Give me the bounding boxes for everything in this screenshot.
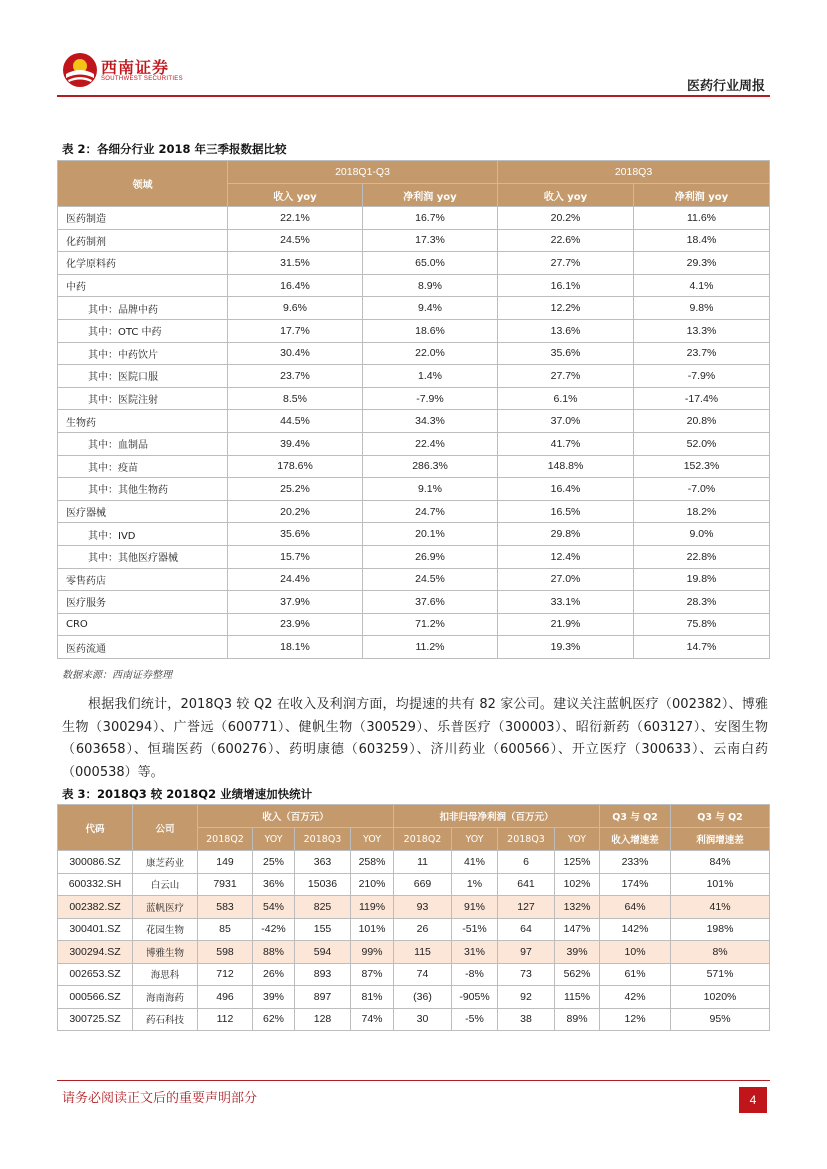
- header-sub: YOY: [351, 828, 394, 851]
- table-row: [58, 873, 770, 896]
- table-cell: 24.5%: [363, 568, 498, 591]
- table-cell: -7.9%: [634, 365, 770, 388]
- table-cell: 19.8%: [634, 568, 770, 591]
- table-cell: 27.7%: [498, 252, 634, 275]
- table-cell: 23.9%: [228, 613, 363, 636]
- table-cell: 893: [295, 963, 351, 986]
- table-cell: 39.4%: [228, 432, 363, 455]
- table-cell: -8%: [452, 963, 498, 986]
- table-cell: 1%: [452, 873, 498, 896]
- table-cell: 152.3%: [634, 455, 770, 478]
- header-profit-gap-line1: Q3 与 Q2: [671, 805, 770, 828]
- table-cell: 19.3%: [498, 636, 634, 659]
- table-cell: 149: [198, 851, 253, 874]
- table-cell: 562%: [555, 963, 600, 986]
- table-cell: 102%: [555, 873, 600, 896]
- table-cell: 95%: [671, 1008, 770, 1031]
- table-cell: 128: [295, 1008, 351, 1031]
- table-cell: 44.5%: [228, 410, 363, 433]
- table-cell: 99%: [351, 941, 394, 964]
- table-cell: 363: [295, 851, 351, 874]
- table-cell: 26.9%: [363, 545, 498, 568]
- row-label: 其中：品牌中药: [58, 297, 228, 320]
- table-cell: 89%: [555, 1008, 600, 1031]
- table-cell: 148.8%: [498, 455, 634, 478]
- table-cell: 25%: [253, 851, 295, 874]
- table-cell: 583: [198, 896, 253, 919]
- company-name: 海思科: [133, 963, 198, 986]
- row-label: 生物药: [58, 410, 228, 433]
- stock-code: 002653.SZ: [58, 963, 133, 986]
- table-cell: 54%: [253, 896, 295, 919]
- table-cell: 16.7%: [363, 207, 498, 230]
- table-cell: 669: [394, 873, 452, 896]
- table-cell: 233%: [600, 851, 671, 874]
- table-cell: 64: [498, 918, 555, 941]
- header-field: 领域: [58, 161, 228, 207]
- header-sub: YOY: [452, 828, 498, 851]
- stock-code: 002382.SZ: [58, 896, 133, 919]
- table-cell: 30: [394, 1008, 452, 1031]
- table-cell: 31%: [452, 941, 498, 964]
- row-label: 化药制剂: [58, 229, 228, 252]
- table-cell: (36): [394, 986, 452, 1009]
- company-name: 蓝帆医疗: [133, 896, 198, 919]
- row-label: 其中：中药饮片: [58, 342, 228, 365]
- table-cell: 16.4%: [228, 274, 363, 297]
- table-cell: 20.2%: [498, 207, 634, 230]
- header-company: 公司: [133, 805, 198, 851]
- table-cell: 61%: [600, 963, 671, 986]
- row-label: 零售药店: [58, 568, 228, 591]
- header-rev-gap-line2: 收入增速差: [600, 828, 671, 851]
- table-cell: 41%: [671, 896, 770, 919]
- row-label: 化学原料药: [58, 252, 228, 275]
- table-row: [58, 591, 770, 614]
- table-cell: 38: [498, 1008, 555, 1031]
- table-cell: 101%: [351, 918, 394, 941]
- table-cell: 73: [498, 963, 555, 986]
- table-cell: 23.7%: [228, 365, 363, 388]
- table-cell: 21.9%: [498, 613, 634, 636]
- table-cell: 24.5%: [228, 229, 363, 252]
- table-cell: 36%: [253, 873, 295, 896]
- header-sub: 2018Q3: [295, 828, 351, 851]
- table-cell: -7.9%: [363, 387, 498, 410]
- header-code: 代码: [58, 805, 133, 851]
- disclaimer-note: 请务必阅读正文后的重要声明部分: [62, 1091, 258, 1106]
- table-cell: 9.1%: [363, 478, 498, 501]
- header-profit-yoy: 净利润 yoy: [634, 184, 770, 207]
- header-profit-yoy: 净利润 yoy: [363, 184, 498, 207]
- table-cell: 142%: [600, 918, 671, 941]
- table-cell: 93: [394, 896, 452, 919]
- table-cell: 115: [394, 941, 452, 964]
- row-label: 中药: [58, 274, 228, 297]
- industry-comparison-table: [57, 160, 770, 659]
- table-row: [58, 207, 770, 230]
- table-row: [58, 545, 770, 568]
- row-label: 其中：OTC 中药: [58, 319, 228, 342]
- table-cell: 27.7%: [498, 365, 634, 388]
- table-cell: 39%: [555, 941, 600, 964]
- table-row: [58, 455, 770, 478]
- footer-divider: [57, 1080, 770, 1081]
- table-cell: 24.4%: [228, 568, 363, 591]
- table-cell: 127: [498, 896, 555, 919]
- table-row: [58, 918, 770, 941]
- table-row: [58, 963, 770, 986]
- table-row: [58, 252, 770, 275]
- table-cell: 34.3%: [363, 410, 498, 433]
- table-cell: 17.3%: [363, 229, 498, 252]
- row-label: 医药流通: [58, 636, 228, 659]
- table-cell: 37.9%: [228, 591, 363, 614]
- table-cell: -17.4%: [634, 387, 770, 410]
- table-cell: 897: [295, 986, 351, 1009]
- table-cell: 4.1%: [634, 274, 770, 297]
- stock-code: 000566.SZ: [58, 986, 133, 1009]
- table-row: [58, 319, 770, 342]
- table-cell: 155: [295, 918, 351, 941]
- table-cell: 35.6%: [498, 342, 634, 365]
- table-cell: 8%: [671, 941, 770, 964]
- table-cell: 119%: [351, 896, 394, 919]
- table-cell: 92: [498, 986, 555, 1009]
- table3-caption: 表 3：2018Q3 较 2018Q2 业绩增速加快统计: [62, 787, 313, 801]
- table-cell: 18.2%: [634, 500, 770, 523]
- table-cell: 22.8%: [634, 545, 770, 568]
- table-cell: 286.3%: [363, 455, 498, 478]
- stock-code: 600332.SH: [58, 873, 133, 896]
- table-row: [58, 297, 770, 320]
- row-label: 其中：血制品: [58, 432, 228, 455]
- table2-caption: 表 2：各细分行业 2018 年三季报数据比较: [62, 142, 287, 156]
- stock-code: 300294.SZ: [58, 941, 133, 964]
- table-cell: 91%: [452, 896, 498, 919]
- table-cell: 41%: [452, 851, 498, 874]
- header-sub: 2018Q2: [198, 828, 253, 851]
- company-name: 花园生物: [133, 918, 198, 941]
- table-cell: 9.6%: [228, 297, 363, 320]
- header-profit-gap-line2: 利润增速差: [671, 828, 770, 851]
- stock-code: 300086.SZ: [58, 851, 133, 874]
- table-cell: 85: [198, 918, 253, 941]
- company-name: 白云山: [133, 873, 198, 896]
- table-row: [58, 500, 770, 523]
- table-cell: 22.1%: [228, 207, 363, 230]
- header-sub: 2018Q3: [498, 828, 555, 851]
- table-cell: -905%: [452, 986, 498, 1009]
- table-cell: 30.4%: [228, 342, 363, 365]
- table-row: [58, 636, 770, 659]
- header-sub: YOY: [253, 828, 295, 851]
- table-cell: 37.6%: [363, 591, 498, 614]
- header-period-q1q3: 2018Q1-Q3: [228, 161, 498, 184]
- table-cell: 27.0%: [498, 568, 634, 591]
- brand-name: 西南证券: [101, 58, 170, 77]
- table-cell: 18.4%: [634, 229, 770, 252]
- header-rev-gap-line1: Q3 与 Q2: [600, 805, 671, 828]
- table-cell: 11.6%: [634, 207, 770, 230]
- table-cell: 12.2%: [498, 297, 634, 320]
- company-name: 康芝药业: [133, 851, 198, 874]
- table-cell: -5%: [452, 1008, 498, 1031]
- stock-code: 300725.SZ: [58, 1008, 133, 1031]
- table-cell: 825: [295, 896, 351, 919]
- header-period-q3: 2018Q3: [498, 161, 770, 184]
- table-cell: 65.0%: [363, 252, 498, 275]
- table-cell: 64%: [600, 896, 671, 919]
- table-cell: 9.8%: [634, 297, 770, 320]
- table-cell: 71.2%: [363, 613, 498, 636]
- table-cell: 28.3%: [634, 591, 770, 614]
- growth-acceleration-table: [57, 804, 770, 1031]
- table-cell: 97: [498, 941, 555, 964]
- table-row: [58, 432, 770, 455]
- table-cell: 8.5%: [228, 387, 363, 410]
- table-cell: 112: [198, 1008, 253, 1031]
- table-cell: 594: [295, 941, 351, 964]
- table-cell: 20.2%: [228, 500, 363, 523]
- table-row: [58, 523, 770, 546]
- table-cell: -51%: [452, 918, 498, 941]
- table-cell: 571%: [671, 963, 770, 986]
- table-cell: 15036: [295, 873, 351, 896]
- company-name: 药石科技: [133, 1008, 198, 1031]
- table-cell: 16.1%: [498, 274, 634, 297]
- table-cell: 641: [498, 873, 555, 896]
- table-cell: 8.9%: [363, 274, 498, 297]
- company-name: 海南海药: [133, 986, 198, 1009]
- table-cell: 125%: [555, 851, 600, 874]
- table-cell: 20.1%: [363, 523, 498, 546]
- table-cell: 16.5%: [498, 500, 634, 523]
- row-label: 其中：医院口服: [58, 365, 228, 388]
- table-cell: 11.2%: [363, 636, 498, 659]
- header-profit-group: 扣非归母净利润（百万元）: [394, 805, 600, 828]
- table-cell: 41.7%: [498, 432, 634, 455]
- table-cell: 23.7%: [634, 342, 770, 365]
- row-label: 医疗器械: [58, 500, 228, 523]
- table-cell: 35.6%: [228, 523, 363, 546]
- table-cell: 25.2%: [228, 478, 363, 501]
- table-cell: 14.7%: [634, 636, 770, 659]
- table-cell: 258%: [351, 851, 394, 874]
- table-cell: 11: [394, 851, 452, 874]
- table-cell: 13.6%: [498, 319, 634, 342]
- table-row: [58, 387, 770, 410]
- row-label: 医疗服务: [58, 591, 228, 614]
- table-cell: 6: [498, 851, 555, 874]
- table-cell: 29.3%: [634, 252, 770, 275]
- brand-name-english: SOUTHWEST SECURITIES: [101, 76, 183, 82]
- row-label: 其中：疫苗: [58, 455, 228, 478]
- table-cell: 33.1%: [498, 591, 634, 614]
- table-cell: 24.7%: [363, 500, 498, 523]
- table-row: [58, 568, 770, 591]
- table-cell: 115%: [555, 986, 600, 1009]
- table-cell: 75.8%: [634, 613, 770, 636]
- table-cell: 18.6%: [363, 319, 498, 342]
- table-cell: 13.3%: [634, 319, 770, 342]
- table-cell: 17.7%: [228, 319, 363, 342]
- table-cell: 198%: [671, 918, 770, 941]
- header-divider: [57, 95, 770, 97]
- table-row: [58, 410, 770, 433]
- table-cell: 62%: [253, 1008, 295, 1031]
- table-cell: 210%: [351, 873, 394, 896]
- table-cell: 42%: [600, 986, 671, 1009]
- page-number: 4: [739, 1087, 767, 1113]
- table-cell: 1020%: [671, 986, 770, 1009]
- table-cell: 74: [394, 963, 452, 986]
- table-cell: 132%: [555, 896, 600, 919]
- table-row: [58, 941, 770, 964]
- table-cell: 15.7%: [228, 545, 363, 568]
- table-cell: 29.8%: [498, 523, 634, 546]
- table-cell: 74%: [351, 1008, 394, 1031]
- header-sub: 2018Q2: [394, 828, 452, 851]
- data-source-note: 数据来源：西南证券整理: [62, 670, 172, 681]
- table-row: [58, 365, 770, 388]
- table-row: [58, 342, 770, 365]
- table-row: [58, 1008, 770, 1031]
- row-label: CRO: [58, 613, 228, 636]
- report-title: 医药行业周报: [686, 79, 765, 94]
- table-cell: 22.6%: [498, 229, 634, 252]
- header-sub: YOY: [555, 828, 600, 851]
- row-label: 其中：医院注射: [58, 387, 228, 410]
- table-cell: 20.8%: [634, 410, 770, 433]
- table-cell: 6.1%: [498, 387, 634, 410]
- table-cell: 101%: [671, 873, 770, 896]
- row-label: 其中：IVD: [58, 523, 228, 546]
- table-cell: 9.4%: [363, 297, 498, 320]
- table-cell: 81%: [351, 986, 394, 1009]
- table-cell: 174%: [600, 873, 671, 896]
- table-cell: 9.0%: [634, 523, 770, 546]
- table-row: [58, 896, 770, 919]
- row-label: 医药制造: [58, 207, 228, 230]
- table-cell: 598: [198, 941, 253, 964]
- table-cell: 87%: [351, 963, 394, 986]
- table-cell: 16.4%: [498, 478, 634, 501]
- table-cell: 496: [198, 986, 253, 1009]
- table-row: [58, 229, 770, 252]
- table-row: [58, 986, 770, 1009]
- company-name: 博雅生物: [133, 941, 198, 964]
- table-cell: 26: [394, 918, 452, 941]
- table-cell: 712: [198, 963, 253, 986]
- header-revenue-yoy: 收入 yoy: [228, 184, 363, 207]
- table-cell: 84%: [671, 851, 770, 874]
- table-cell: 12%: [600, 1008, 671, 1031]
- header-revenue-yoy: 收入 yoy: [498, 184, 634, 207]
- table-cell: 22.0%: [363, 342, 498, 365]
- table-cell: 1.4%: [363, 365, 498, 388]
- stock-code: 300401.SZ: [58, 918, 133, 941]
- table-row: [58, 274, 770, 297]
- table-cell: 22.4%: [363, 432, 498, 455]
- table-cell: 26%: [253, 963, 295, 986]
- table-row: [58, 851, 770, 874]
- table-cell: 39%: [253, 986, 295, 1009]
- table-cell: 147%: [555, 918, 600, 941]
- header-revenue-group: 收入（百万元）: [198, 805, 394, 828]
- table-cell: 88%: [253, 941, 295, 964]
- company-logo-icon: [62, 52, 98, 88]
- table-cell: 18.1%: [228, 636, 363, 659]
- table-cell: 37.0%: [498, 410, 634, 433]
- table-cell: 10%: [600, 941, 671, 964]
- body-paragraph: 根据我们统计，2018Q3 较 Q2 在收入及利润方面，均提速的共有 82 家公司。建议关注蓝帆医疗（002382）、博雅生物（300294）、广誉远（600771）、健帆生物（300529）、乐普医疗（300003）、昭衍新药（603127）、安图生物（603658）、恒瑞医药（600276）、药明康德（603259）、济川药业（600566）、开立医疗（300633）、云南白药（000538）等。: [62, 697, 768, 780]
- row-label: 其中：其他生物药: [58, 478, 228, 501]
- table-cell: 178.6%: [228, 455, 363, 478]
- table-cell: 7931: [198, 873, 253, 896]
- table-row: [58, 613, 770, 636]
- table-cell: -7.0%: [634, 478, 770, 501]
- table-cell: -42%: [253, 918, 295, 941]
- row-label: 其中：其他医疗器械: [58, 545, 228, 568]
- table-row: [58, 478, 770, 501]
- table-cell: 12.4%: [498, 545, 634, 568]
- table-cell: 31.5%: [228, 252, 363, 275]
- table-cell: 52.0%: [634, 432, 770, 455]
